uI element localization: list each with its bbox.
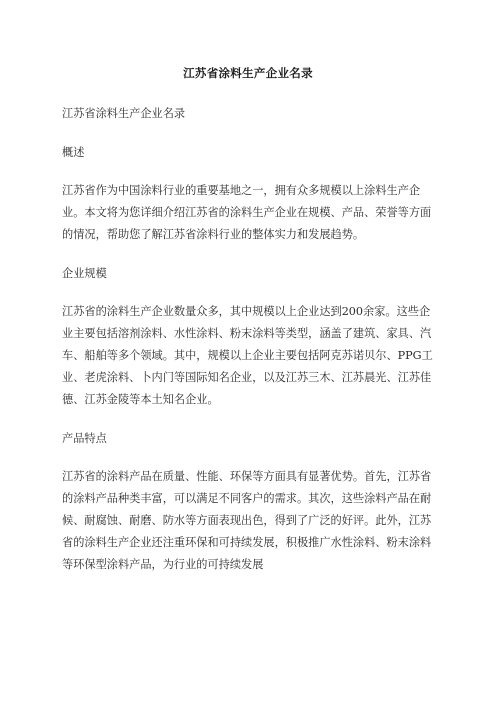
paragraph-overview: 江苏省作为中国涂料行业的重要基地之一，拥有众多规模以上涂料生产企业。本文将为您详细介绍江苏省的涂料生产企业在规模、产品、荣誉等方面的情况，帮助您了解江苏省涂料行业的整体实力和发展趋势。 bbox=[62, 184, 432, 241]
document-body bbox=[62, 103, 434, 593]
paragraph-product-features: 江苏省的涂料产品在质量、性能、环保等方面具有显著优势。首先，江苏省的涂料产品种类丰富，可以满足不同客户的需求。其次，这些涂料产品在耐候、耐腐蚀、耐磨、防水等方面表现出色，得到了广泛的好评。此外，江苏省的涂料生产企业还注重环保和可持续发展，积极推广水性涂料、粉末涂料等环保型涂料产品，为行业的可持续发展 bbox=[62, 470, 432, 571]
section-heading-overview: 概述 bbox=[62, 145, 85, 159]
section-heading-product-features: 产品特点 bbox=[62, 431, 107, 445]
paragraph-enterprise-scale: 江苏省的涂料生产企业数量众多，其中规模以上企业达到200余家。这些企业主要包括溶剂涂料、水性涂料、粉末涂料等类型，涵盖了建筑、家具、汽车、船舶等多个领域。其中，规模以上企业主要包括阿克苏诺贝尔、PPG工业、老虎涂料、卜内门等国际知名企业，以及江苏三木、江苏晨光、江苏佳德、江苏金陵等本土知名企业。 bbox=[62, 305, 433, 406]
section-heading-enterprise-scale: 企业规模 bbox=[62, 266, 107, 280]
section-heading-name-list: 江苏省涂料生产企业名录 bbox=[62, 107, 186, 120]
document-title: 江苏省涂料生产企业名录 bbox=[183, 66, 313, 80]
